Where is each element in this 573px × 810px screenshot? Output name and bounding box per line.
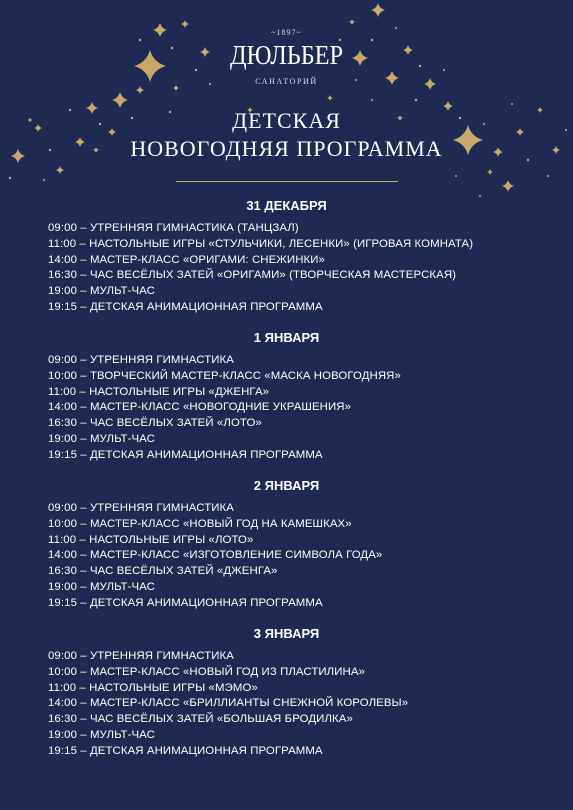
list-item: 09:00 – УТРЕННЯЯ ГИМНАСТИКА <box>48 502 234 514</box>
day-heading: 1 ЯНВАРЯ <box>253 330 320 345</box>
list-item: 19:15 – ДЕТСКАЯ АНИМАЦИОННАЯ ПРОГРАММА <box>48 596 323 609</box>
sparkle-star-icon <box>371 3 385 17</box>
sparkle-dot-icon <box>43 179 45 181</box>
brand-year: ~1897~ <box>271 28 302 37</box>
list-item: 10:00 – МАСТЕР-КЛАСС «НОВЫЙ ГОД ИЗ ПЛАСТИЛИНА» <box>48 665 365 678</box>
list-item: 19:00 – МУЛЬТ-ЧАС <box>48 285 155 298</box>
schedule-day <box>48 197 528 316</box>
list-item: 14:00 – МАСТЕР-КЛАСС «ОРИГАМИ: СНЕЖИНКИ» <box>48 253 325 266</box>
sparkle-star-icon <box>327 95 333 101</box>
day-heading: 2 ЯНВАРЯ <box>253 478 320 493</box>
sparkle-dot-icon <box>415 99 417 101</box>
list-item: 11:00 – НАСТОЛЬНЫЕ ИГРЫ «МЭМО» <box>48 681 258 694</box>
list-item: 19:15 – ДЕТСКАЯ АНИМАЦИОННАЯ ПРОГРАММА <box>48 448 323 461</box>
brand-logo-name: ДЮЛЬБЕР <box>229 40 344 70</box>
sparkle-star-icon <box>502 180 514 192</box>
sparkle-star-icon <box>349 19 355 25</box>
sparkle-dot-icon <box>511 103 513 105</box>
list-item: 16:30 – ЧАС ВЕСЁЛЫХ ЗАТЕЙ «ЛОТО» <box>48 417 262 430</box>
list-item: 11:00 – НАСТОЛЬНЫЕ ИГРЫ «СТУЛЬЧИКИ, ЛЕСЕНКИ» (ИГРОВАЯ КОМНАТА) <box>48 237 474 250</box>
sparkle-star-icon <box>487 169 493 175</box>
page-title-line-2: НОВОГОДНЯЯ ПРОГРАММА <box>130 136 443 161</box>
list-item: 19:00 – МУЛЬТ-ЧАС <box>48 728 155 741</box>
list-item: 10:00 – ТВОРЧЕСКИЙ МАСТЕР-КЛАСС «МАСКА НОВОГОДНЯЯ» <box>48 369 401 382</box>
list-item: 11:00 – НАСТОЛЬНЫЕ ИГРЫ «ЛОТО» <box>48 533 254 546</box>
day-heading: 3 ЯНВАРЯ <box>253 626 320 641</box>
list-item: 19:15 – ДЕТСКАЯ АНИМАЦИОННАЯ ПРОГРАММА <box>48 744 323 757</box>
sparkle-star-icon <box>181 20 189 28</box>
sparkle-dot-icon <box>371 99 373 101</box>
list-item: 14:00 – МАСТЕР-КЛАСС «НОВОГОДНИЕ УКРАШЕНИЯ» <box>48 401 352 414</box>
schedule-day <box>48 329 528 464</box>
page-title-line-1: ДЕТСКАЯ <box>232 108 341 133</box>
list-item: 16:30 – ЧАС ВЕСЁЛЫХ ЗАТЕЙ «ДЖЕНГА» <box>48 565 278 578</box>
list-item: 14:00 – МАСТЕР-КЛАСС «ИЗГОТОВЛЕНИЕ СИМВОЛА ГОДА» <box>48 549 383 562</box>
schedule-day <box>48 477 528 612</box>
list-item: 19:00 – МУЛЬТ-ЧАС <box>48 432 155 445</box>
list-item: 19:15 – ДЕТСКАЯ АНИМАЦИОННАЯ ПРОГРАММА <box>48 300 323 313</box>
list-item: 09:00 – УТРЕННЯЯ ГИМНАСТИКА <box>48 354 234 366</box>
day-heading: 31 ДЕКАБРЯ <box>246 198 327 213</box>
sparkle-dot-icon <box>9 177 11 179</box>
sparkle-star-icon <box>136 86 144 94</box>
list-item: 10:00 – МАСТЕР-КЛАСС «НОВЫЙ ГОД НА КАМЕШКАХ» <box>48 517 352 530</box>
list-item: 14:00 – МАСТЕР-КЛАСС «БРИЛЛИАНТЫ СНЕЖНОЙ КОРОЛЕВЫ» <box>48 697 409 710</box>
sparkle-dot-icon <box>455 175 457 177</box>
list-item: 19:00 – МУЛЬТ-ЧАС <box>48 580 155 593</box>
sparkle-dot-icon <box>547 175 549 177</box>
list-item: 16:30 – ЧАС ВЕСЁЛЫХ ЗАТЕЙ «ОРИГАМИ» (ТВОРЧЕСКАЯ МАСТЕРСКАЯ) <box>48 269 457 282</box>
sparkle-star-icon <box>56 166 64 174</box>
list-item: 09:00 – УТРЕННЯЯ ГИМНАСТИКА <box>48 650 234 662</box>
brand-subtitle: САНАТОРИЙ <box>255 77 318 86</box>
list-item: 11:00 – НАСТОЛЬНЫЕ ИГРЫ «ДЖЕНГА» <box>48 385 270 398</box>
list-item: 16:30 – ЧАС ВЕСЁЛЫХ ЗАТЕЙ «БОЛЬШАЯ БРОДИЛКА» <box>48 713 353 726</box>
schedule-day <box>48 625 528 760</box>
list-item: 09:00 – УТРЕННЯЯ ГИМНАСТИКА (ТАНЦЗАЛ) <box>48 222 299 234</box>
title-divider <box>176 181 398 182</box>
